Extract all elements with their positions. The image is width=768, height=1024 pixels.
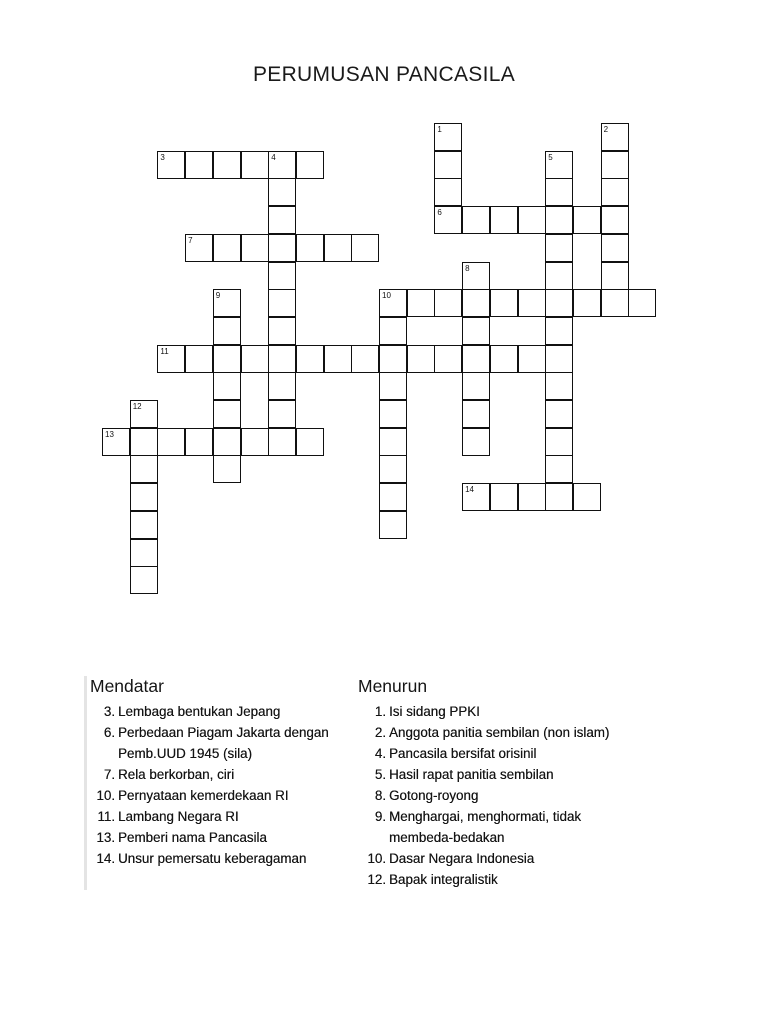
clue-item	[358, 701, 678, 722]
crossword-cell[interactable]	[268, 178, 296, 206]
crossword-cell[interactable]	[434, 178, 462, 206]
clue-number-label: 3	[160, 152, 165, 162]
crossword-cell[interactable]	[601, 234, 629, 262]
clue-item-text: Rela berkorban, ciri	[118, 767, 235, 782]
clues-down-list	[358, 701, 678, 890]
crossword-cell[interactable]	[268, 400, 296, 428]
crossword-cell[interactable]	[296, 234, 324, 262]
crossword-cell[interactable]	[573, 289, 601, 317]
crossword-cell[interactable]	[545, 400, 573, 428]
crossword-cell[interactable]	[573, 483, 601, 511]
crossword-cell[interactable]	[296, 428, 324, 456]
clue-item-number: 10.	[367, 851, 386, 866]
crossword-cell[interactable]	[241, 428, 269, 456]
crossword-cell[interactable]	[379, 400, 407, 428]
crossword-cell[interactable]	[601, 289, 629, 317]
crossword-cell[interactable]	[213, 372, 241, 400]
clue-item-text: Unsur pemersatu keberagaman	[118, 851, 307, 866]
crossword-cell[interactable]	[268, 234, 296, 262]
crossword-cell[interactable]	[545, 345, 573, 373]
crossword-cell[interactable]	[628, 289, 656, 317]
clue-number-label: 9	[215, 291, 221, 301]
clue-item-text: Gotong-royong	[389, 788, 479, 803]
crossword-cell[interactable]	[268, 345, 296, 373]
crossword-cell[interactable]	[241, 151, 269, 179]
clue-item-number: 6.	[103, 725, 115, 740]
crossword-cell[interactable]	[601, 262, 629, 290]
crossword-cell[interactable]	[462, 289, 490, 317]
clue-item-number: 8.	[374, 788, 386, 803]
crossword-cell[interactable]	[601, 206, 629, 234]
clue-item-number: 14.	[96, 851, 115, 866]
clues-across-panel	[84, 676, 355, 890]
crossword-cell[interactable]	[130, 539, 158, 567]
clue-item-text: Lembaga bentukan Jepang	[118, 704, 281, 719]
crossword-cell[interactable]	[462, 400, 490, 428]
crossword-cell[interactable]	[545, 178, 573, 206]
clue-number-label: 5	[548, 152, 553, 162]
clue-item	[358, 743, 678, 764]
clue-item	[358, 722, 678, 743]
crossword-cell[interactable]	[268, 428, 296, 456]
clue-item	[87, 743, 355, 764]
crossword-cell[interactable]	[130, 428, 158, 456]
clue-number-label: 8	[465, 263, 470, 273]
crossword-cell[interactable]	[545, 372, 573, 400]
clue-item-number: 9.	[374, 809, 386, 824]
crossword-cell[interactable]	[379, 317, 407, 345]
crossword-cell[interactable]	[407, 289, 435, 317]
crossword-cell[interactable]	[462, 206, 490, 234]
crossword-cell[interactable]	[462, 317, 490, 345]
crossword-cell[interactable]	[518, 289, 546, 317]
crossword-cell[interactable]	[434, 345, 462, 373]
clues-down-panel	[358, 676, 678, 890]
crossword-cell[interactable]	[213, 151, 241, 179]
clue-number-label: 11	[160, 346, 169, 356]
clue-item	[87, 701, 355, 722]
clue-number-label: 2	[603, 125, 609, 134]
crossword-cell[interactable]	[379, 372, 407, 400]
clue-item-text: Pemb.UUD 1945 (sila)	[118, 746, 252, 761]
clue-item-number: 13.	[96, 830, 115, 845]
crossword-cell[interactable]	[490, 483, 518, 511]
clue-item-text: Pernyataan kemerdekaan RI	[118, 788, 289, 803]
crossword-cell[interactable]	[185, 345, 213, 373]
crossword-cell[interactable]	[601, 178, 629, 206]
crossword-cell[interactable]	[241, 234, 269, 262]
crossword-cell[interactable]	[379, 483, 407, 511]
crossword-cell[interactable]	[545, 455, 573, 483]
crossword-cell[interactable]	[268, 206, 296, 234]
crossword-cell[interactable]	[462, 428, 490, 456]
clue-item-number: 11.	[97, 809, 115, 824]
clue-number-label: 14	[465, 485, 474, 495]
crossword-cell[interactable]	[268, 289, 296, 317]
clue-item	[87, 722, 355, 743]
crossword-cell[interactable]	[518, 483, 546, 511]
clue-item	[87, 848, 355, 869]
clues-across-heading: Mendatar	[90, 676, 164, 696]
crossword-cell[interactable]	[351, 234, 379, 262]
crossword-cell[interactable]	[545, 289, 573, 317]
clue-item	[87, 827, 355, 848]
crossword-cell[interactable]	[462, 372, 490, 400]
page-title: PERUMUSAN PANCASILA	[252, 63, 516, 86]
clue-item-text: membeda-bedakan	[389, 830, 505, 845]
crossword-cell[interactable]	[379, 511, 407, 539]
crossword-cell[interactable]	[462, 345, 490, 373]
clue-item-text: Pemberi nama Pancasila	[118, 830, 267, 845]
clues-across-list	[87, 701, 355, 869]
crossword-cell[interactable]	[545, 483, 573, 511]
clue-number-label: 6	[437, 208, 442, 218]
crossword-cell[interactable]	[213, 345, 241, 373]
crossword-cell[interactable]	[324, 234, 352, 262]
crossword-cell[interactable]	[434, 289, 462, 317]
crossword-cell[interactable]	[130, 455, 158, 483]
clue-number-label: 10	[382, 291, 391, 301]
crossword-cell[interactable]	[324, 345, 352, 373]
crossword-cell[interactable]	[407, 345, 435, 373]
clue-item	[87, 806, 355, 827]
crossword-cell[interactable]	[185, 151, 213, 179]
clue-item	[87, 764, 355, 785]
clue-number-label: 4	[271, 152, 276, 162]
crossword-cell[interactable]	[268, 372, 296, 400]
crossword-cell[interactable]	[296, 151, 324, 179]
crossword-cell[interactable]	[573, 206, 601, 234]
crossword-cell[interactable]	[351, 345, 379, 373]
clue-item	[358, 785, 678, 806]
crossword-cell[interactable]	[490, 289, 518, 317]
crossword-cell[interactable]	[268, 262, 296, 290]
crossword-cell[interactable]	[213, 428, 241, 456]
crossword-cell[interactable]	[185, 428, 213, 456]
clue-item	[358, 827, 678, 848]
crossword-cell[interactable]	[545, 262, 573, 290]
crossword-cell[interactable]	[130, 566, 158, 594]
clue-item-text: Menghargai, menghormati, tidak	[389, 809, 582, 824]
crossword-cell[interactable]	[213, 400, 241, 428]
crossword-cell[interactable]	[157, 428, 185, 456]
clue-item-text: Bapak integralistik	[389, 872, 498, 887]
clue-item-text: Perbedaan Piagam Jakarta dengan	[118, 725, 329, 740]
crossword-cell[interactable]	[213, 317, 241, 345]
crossword-cell[interactable]	[490, 206, 518, 234]
crossword-cell[interactable]	[490, 345, 518, 373]
crossword-cell[interactable]	[296, 345, 324, 373]
crossword-cell[interactable]	[379, 428, 407, 456]
clue-item-text: Anggota panitia sembilan (non islam)	[389, 725, 610, 740]
crossword-cell[interactable]	[130, 483, 158, 511]
clue-number-label: 13	[105, 429, 114, 439]
clue-item	[358, 848, 678, 869]
clue-item-text: Dasar Negara Indonesia	[389, 851, 535, 866]
clue-number-label: 12	[132, 402, 142, 411]
crossword-cell[interactable]	[130, 511, 158, 539]
clue-item	[358, 764, 678, 785]
crossword-cell[interactable]	[601, 151, 629, 179]
clue-item-number: 1.	[374, 704, 386, 719]
crossword-cell[interactable]	[545, 206, 573, 234]
crossword-cell[interactable]	[518, 345, 546, 373]
clue-item	[358, 806, 678, 827]
crossword-cell[interactable]	[268, 317, 296, 345]
clue-item-number: 4.	[374, 746, 386, 761]
crossword-cell[interactable]	[545, 234, 573, 262]
clue-item-text: Isi sidang PPKI	[389, 704, 480, 719]
crossword-cell[interactable]	[213, 455, 241, 483]
crossword-cell[interactable]	[213, 234, 241, 262]
crossword-cell[interactable]	[518, 206, 546, 234]
clues-down-heading: Menurun	[358, 676, 428, 696]
clue-item	[358, 869, 678, 890]
crossword-cell[interactable]	[545, 428, 573, 456]
crossword-cell[interactable]	[545, 317, 573, 345]
clue-item-number: 2.	[374, 725, 386, 740]
clue-item-text: Lambang Negara RI	[118, 809, 239, 824]
clue-item-number: 5.	[374, 767, 386, 782]
clue-item-number: 7.	[103, 767, 115, 782]
crossword-cell[interactable]	[379, 345, 407, 373]
clue-item-number: 10.	[96, 788, 115, 803]
clue-number-label: 1	[437, 125, 442, 134]
clue-item-text: Hasil rapat panitia sembilan	[389, 767, 554, 782]
clue-item	[87, 785, 355, 806]
clue-item-number: 12.	[367, 872, 386, 887]
clue-item-number: 3.	[103, 704, 115, 719]
clue-number-label: 7	[188, 235, 193, 245]
clue-item-text: Pancasila bersifat orisinil	[389, 746, 537, 761]
crossword-cell[interactable]	[434, 151, 462, 179]
crossword-cell[interactable]	[241, 345, 269, 373]
crossword-cell[interactable]	[379, 455, 407, 483]
